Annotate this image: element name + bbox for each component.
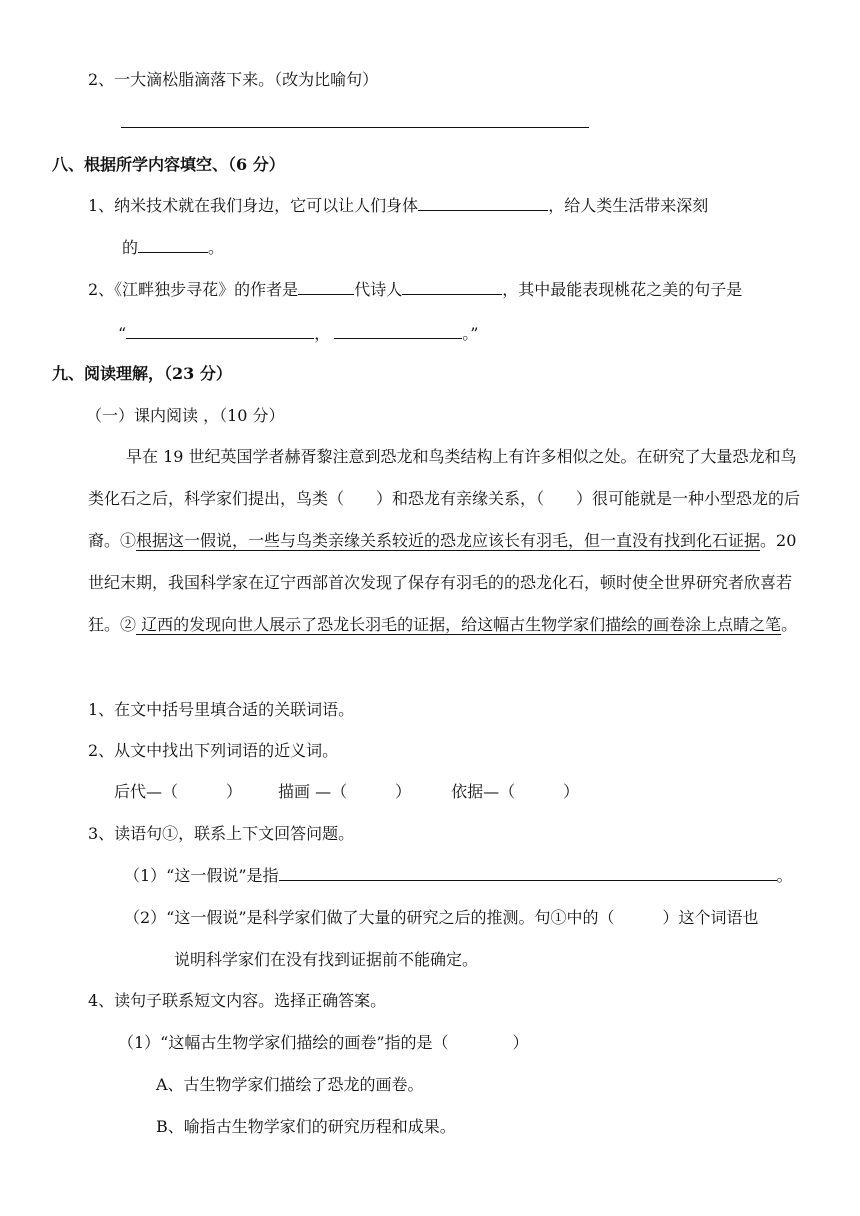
fill-item-1-text-a: 1、纳米技术就在我们身边，它可以让人们身体 (88, 196, 419, 215)
passage-text-3: 。 (781, 615, 798, 634)
fill-item-2-text-d: “ (118, 324, 127, 343)
fill-blank[interactable] (298, 278, 354, 295)
question-2: 2、从文中找出下列词语的近义词。 (88, 741, 339, 760)
rewrite-question: 2、一大滴松脂滴落下来。（改为比喻句） (88, 70, 379, 89)
option-b[interactable]: B、喻指古生物学家们的研究历程和成果。 (156, 1117, 456, 1136)
option-a[interactable]: A、古生物学家们描绘了恐龙的画卷。 (156, 1075, 424, 1094)
fill-item-2-cont (118, 322, 478, 346)
fill-blank[interactable] (418, 194, 548, 211)
fill-item-2-text-b: 代诗人 (354, 280, 403, 299)
fill-blank[interactable] (138, 236, 208, 253)
synonym-item: 后代—（ ） (114, 782, 243, 801)
question-3-1-end: 。 (776, 866, 793, 885)
question-4-1: （1）“这幅古生物学家们描绘的画卷”指的是（ ） (118, 1033, 529, 1052)
section-8-title: 八、根据所学内容填空、（6 分） (52, 155, 285, 174)
question-3-2-cont: 说明科学家们在没有找到证据前不能确定。 (174, 950, 479, 969)
answer-line[interactable] (121, 113, 589, 128)
fill-item-1-text-b: ，给人类生活带来深刻 (548, 196, 709, 215)
fill-item-1-text-c: 的 (122, 238, 139, 257)
question-1: 1、在文中括号里填合适的关联词语。 (88, 700, 355, 719)
question-3-2: （2）“这一假说”是科学家们做了大量的研究之后的推测。句①中的（ ）这个词语也 (124, 908, 759, 927)
section-9-title: 九、阅读理解，（23 分） (52, 364, 232, 383)
underlined-sentence-2: 辽西的发现向世人展示了恐龙长羽毛的证据，给这幅古生物学家们描绘的画卷涂上点睛之笔 (136, 615, 782, 634)
question-3-1-text: （1）“这一假说”是指 (124, 866, 279, 885)
fill-item-2-text-a: 2、《江畔独步寻花》的作者是 (88, 280, 299, 299)
fill-blank[interactable] (126, 322, 314, 339)
fill-blank[interactable] (334, 322, 462, 339)
question-4: 4、读句子联系短文内容。选择正确答案。 (88, 991, 387, 1010)
question-3-1 (124, 864, 793, 888)
answer-blank[interactable] (279, 864, 777, 881)
synonym-item: 依据—（ ） (451, 782, 580, 801)
fill-item-2-text-c: ，其中最能表现桃花之美的句子是 (502, 280, 743, 299)
question-3: 3、读语句①，联系上下文回答问题。 (88, 824, 355, 843)
fill-item-1-cont (122, 236, 224, 260)
synonym-list (114, 780, 579, 804)
fill-blank[interactable] (402, 278, 502, 295)
fill-item-2-text-e: ， (314, 324, 331, 343)
passage-text-2: 。20 世纪末期，我国科学家在辽宁西部首次发现了保存有羽毛的的恐龙化石，顿时使全世界研究者欣喜若狂。② (88, 531, 797, 634)
fill-item-2 (88, 278, 742, 302)
fill-item-1 (88, 194, 708, 218)
fill-item-2-text-f: 。” (462, 324, 479, 343)
fill-item-1-text-d: 。 (208, 238, 225, 257)
synonym-item: 描画 —（ ） (278, 782, 412, 801)
reading-passage (88, 436, 810, 646)
passage-text-1: 早在 19 世纪英国学者赫胥黎注意到恐龙和鸟类结构上有许多相似之处。在研究了大量恐龙和鸟类化石之后，科学家们提出，鸟类（ ）和恐龙有亲缘关系，（ ）很可能就是一种小型恐龙的后裔。① (88, 447, 801, 550)
underlined-sentence-1: 根据这一假说，一些与鸟类亲缘关系较近的恐龙应该长有羽毛，但一直没有找到化石证据 (136, 531, 761, 550)
subsection-title: （一）课内阅读 ，（10 分） (86, 406, 285, 425)
